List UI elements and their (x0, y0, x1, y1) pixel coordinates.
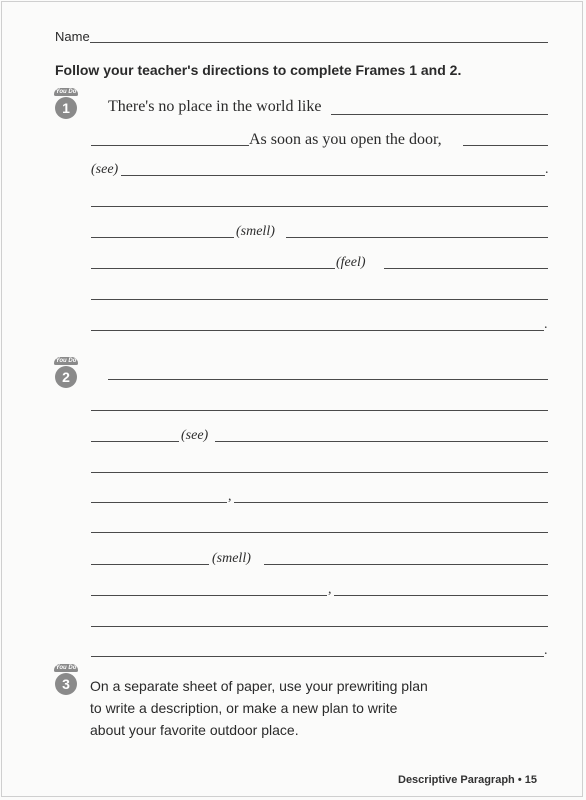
you-do-tab-2: You Do (55, 358, 77, 364)
frame2-comma-2: , (328, 582, 332, 597)
frame1-line-2b[interactable] (463, 145, 548, 146)
frame1-line-5a[interactable] (91, 237, 234, 238)
frame2-line-10[interactable] (91, 656, 544, 657)
name-label: Name (55, 29, 90, 44)
frame1-cue-see: (see) (91, 162, 119, 177)
frame2-line-1[interactable] (108, 379, 548, 380)
frame2-line-5b[interactable] (234, 502, 548, 503)
frame1-line-4[interactable] (91, 206, 548, 207)
frame3-text-line-1: On a separate sheet of paper, use your prewriting plan (90, 678, 428, 694)
frame2-comma-1: , (228, 489, 232, 504)
frame1-line-2a[interactable] (91, 145, 249, 146)
frame2-line-8a[interactable] (91, 595, 327, 596)
frame1-period-1: . (545, 162, 549, 177)
frame1-line-7[interactable] (91, 299, 548, 300)
frame1-door-text: As soon as you open the door, (249, 131, 442, 148)
frame2-line-7a[interactable] (91, 564, 209, 565)
frame2-line-6[interactable] (91, 532, 548, 533)
frame2-line-4[interactable] (91, 472, 548, 473)
frame1-line-see[interactable] (121, 175, 545, 176)
frame2-cue-see: (see) (181, 428, 209, 443)
frame1-intro-text: There's no place in the world like (108, 98, 322, 115)
frame2-line-5a[interactable] (91, 502, 227, 503)
frame3-text (90, 675, 428, 741)
frame-3-badge-icon: 3 (55, 673, 77, 695)
frame1-period-2: . (544, 317, 548, 332)
footer (398, 774, 537, 786)
frame1-line-place[interactable] (331, 114, 548, 115)
frame3-text-line-3: about your favorite outdoor place. (90, 722, 299, 738)
you-do-tab-3: You Do (55, 665, 77, 671)
frame1-cue-feel: (feel) (336, 255, 366, 270)
frame2-line-7b[interactable] (264, 564, 548, 565)
frame2-line-3a[interactable] (91, 441, 179, 442)
frame2-line-3b[interactable] (215, 441, 548, 442)
frame3-text-line-2: to write a description, or make a new plan to write (90, 700, 398, 716)
frame2-line-9[interactable] (91, 626, 548, 627)
frame2-line-8b[interactable] (334, 595, 548, 596)
instructions: Follow your teacher's directions to complete Frames 1 and 2. (55, 62, 462, 78)
frame2-line-2[interactable] (91, 410, 548, 411)
frame-2-badge-icon: 2 (55, 366, 77, 388)
frame1-line-6b[interactable] (384, 268, 548, 269)
footer-section: Descriptive Paragraph (398, 774, 515, 786)
frame1-line-5b[interactable] (286, 237, 548, 238)
you-do-tab-1: You Do (55, 89, 77, 95)
frame1-cue-smell: (smell) (236, 224, 275, 239)
name-line[interactable] (90, 42, 548, 43)
frame-1-badge-icon: 1 (55, 97, 77, 119)
frame2-cue-smell: (smell) (212, 551, 251, 566)
page-number: 15 (524, 774, 538, 786)
footer-bullet: • (517, 774, 522, 786)
frame1-line-8[interactable] (91, 330, 544, 331)
frame1-line-6a[interactable] (91, 268, 335, 269)
frame2-period: . (544, 643, 548, 658)
